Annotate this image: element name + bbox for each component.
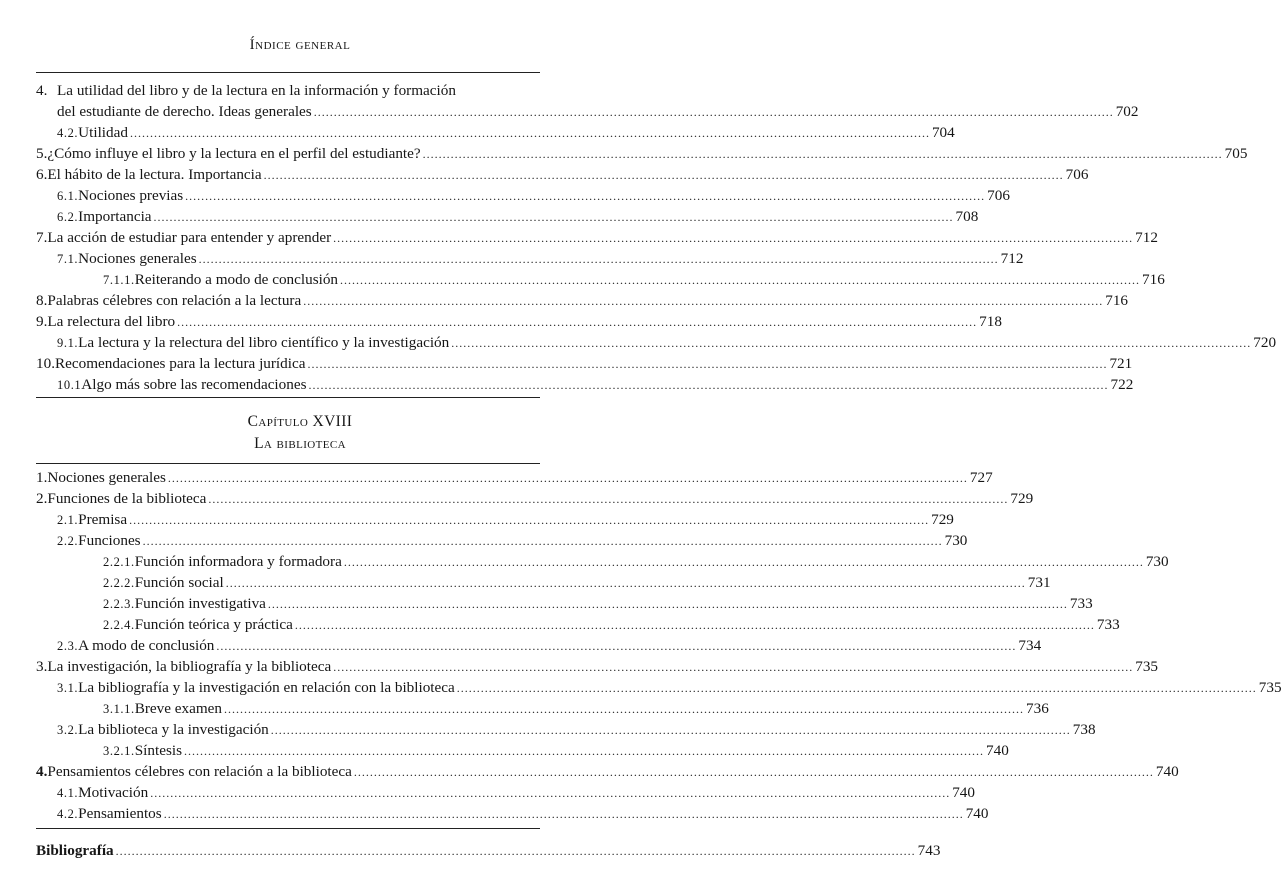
- entry-page: 720: [1253, 334, 1277, 351]
- dot-leader: ........................................................................................................................................................................................................: [303, 294, 1104, 308]
- entry-title: La biblioteca y la investigación: [78, 721, 269, 738]
- entry-number: 7.1.1.: [103, 273, 135, 287]
- entry-title: Función social: [134, 574, 224, 591]
- dot-leader: ........................................................................................................................................................................................................: [294, 618, 1095, 632]
- entry-title: Bibliografía: [36, 842, 114, 859]
- dot-leader: ........................................................................................................................................................................................................: [340, 273, 1141, 287]
- entry-number: 2.2.2.: [103, 576, 135, 590]
- entry-page: 706: [987, 187, 1010, 204]
- entry-number: 2.1.: [57, 513, 79, 527]
- dot-leader: ........................................................................................................................................................................................................: [308, 378, 1109, 392]
- dot-leader: ........................................................................................................................................................................................................: [225, 576, 1026, 590]
- entry-page: 734: [1018, 637, 1042, 654]
- entry-title: El hábito de la lectura. Importancia: [47, 166, 262, 183]
- entry-number: 3.2.: [57, 723, 79, 737]
- dot-leader: ........................................................................................................................................................................................................: [198, 252, 999, 266]
- entry-page: 735: [1258, 679, 1282, 696]
- entry-title: La relectura del libro: [47, 313, 176, 330]
- dot-leader: ........................................................................................................................................................................................................: [153, 210, 954, 224]
- chapter-title: La biblioteca: [254, 435, 346, 452]
- entry-page: 727: [969, 469, 993, 486]
- entry-number: 2.3.: [57, 639, 79, 653]
- toc-entry: [103, 698, 1049, 719]
- top-rule: [36, 72, 540, 73]
- entry-page: 729: [1010, 490, 1034, 507]
- dot-leader: ........................................................................................................................................................................................................: [129, 126, 930, 140]
- toc-entry: [57, 782, 975, 803]
- entry-page: 731: [1027, 574, 1051, 591]
- entry-number: 4.: [36, 82, 48, 99]
- dot-leader: ........................................................................................................................................................................................................: [343, 555, 1144, 569]
- chapter-rule: [36, 463, 540, 464]
- entry-title: Funciones de la biblioteca: [47, 490, 207, 507]
- entry-number: 3.2.1.: [103, 744, 135, 758]
- entry-title: Algo más sobre las recomendaciones: [81, 376, 307, 393]
- toc-entry: [57, 803, 989, 824]
- toc-entry: [36, 488, 1034, 509]
- toc-entry: [103, 740, 1009, 761]
- entry-title: Nociones previas: [78, 187, 184, 204]
- entry-number: 4.1.: [57, 786, 79, 800]
- toc-entry: [36, 353, 1133, 374]
- entry-title: Nociones generales: [78, 250, 197, 267]
- entry-page: 704: [931, 124, 955, 141]
- entry-title: La bibliografía y la investigación en relación con la biblioteca: [78, 679, 455, 696]
- dot-leader: ........................................................................................................................................................................................................: [185, 189, 986, 203]
- entry-number: 3.: [36, 658, 48, 675]
- entry-number: 9.1.: [57, 336, 79, 350]
- entry-title: ¿Cómo influye el libro y la lectura en el perfil del estudiante?: [47, 145, 421, 162]
- entry-number: 10.1: [57, 378, 82, 392]
- entry-title: Importancia: [78, 208, 152, 225]
- entry-page: 730: [1145, 553, 1169, 570]
- toc-entry: [36, 311, 1002, 332]
- entry-page: 736: [1026, 700, 1049, 717]
- entry-number: 6.2.: [57, 210, 79, 224]
- dot-leader: ........................................................................................................................................................................................................: [177, 315, 978, 329]
- entry-page: 706: [1065, 166, 1089, 183]
- entry-number: 2.2.: [57, 534, 79, 548]
- entry-page: 708: [955, 208, 979, 225]
- entry-number: 7.1.: [57, 252, 79, 266]
- entry-page: 740: [965, 805, 989, 822]
- toc-entry: [57, 509, 954, 530]
- dot-leader: ........................................................................................................................................................................................................: [307, 357, 1108, 371]
- bottom-rule: [36, 828, 540, 829]
- dot-leader: ........................................................................................................................................................................................................: [267, 597, 1068, 611]
- entry-title: Nociones generales: [47, 469, 166, 486]
- toc-entry-continuation: [57, 101, 1139, 122]
- entry-number: 3.1.: [57, 681, 79, 695]
- dot-leader: ........................................................................................................................................................................................................: [333, 660, 1134, 674]
- entry-page: 702: [1115, 103, 1139, 120]
- running-header: Índice general: [249, 37, 351, 53]
- toc-entry: [36, 143, 1248, 164]
- entry-number: 5.: [36, 145, 48, 162]
- toc-entry: [103, 269, 1165, 290]
- entry-title: La utilidad del libro y de la lectura en la información y formación: [57, 82, 456, 99]
- toc-entry: [103, 593, 1093, 614]
- dot-leader: ........................................................................................................................................................................................................: [163, 807, 964, 821]
- entry-title: Pensamientos célebres con relación a la biblioteca: [47, 763, 352, 780]
- toc-entry: [57, 332, 1277, 353]
- toc-entry: [36, 761, 1179, 782]
- entry-page: 740: [952, 784, 975, 801]
- dot-leader: ........................................................................................................................................................................................................: [216, 639, 1017, 653]
- entry-number: 4.2.: [57, 807, 79, 821]
- entry-number: 7.: [36, 229, 48, 246]
- entry-page: 716: [1142, 271, 1165, 288]
- toc-entry-bibliography: [36, 840, 941, 861]
- toc-entry: [36, 80, 540, 101]
- entry-title: La acción de estudiar para entender y aprender: [47, 229, 332, 246]
- entry-title: Función investigativa: [134, 595, 266, 612]
- chapter-number: Capítulo XVIII: [247, 413, 353, 430]
- dot-leader: ........................................................................................................................................................................................................: [270, 723, 1071, 737]
- toc-entry: [57, 206, 979, 227]
- dot-leader: ........................................................................................................................................................................................................: [456, 681, 1257, 695]
- entry-title: Recomendaciones para la lectura jurídica: [54, 355, 306, 372]
- entry-title: Síntesis: [134, 742, 182, 759]
- entry-page: 740: [1155, 763, 1179, 780]
- entry-title: Pensamientos: [78, 805, 162, 822]
- entry-page: 743: [917, 842, 941, 859]
- toc-entry: [57, 530, 968, 551]
- dot-leader: ........................................................................................................................................................................................................: [184, 744, 984, 758]
- entry-page: 712: [1000, 250, 1024, 267]
- toc-entry: [103, 551, 1169, 572]
- toc-entry: [57, 677, 1282, 698]
- toc-entry: [36, 164, 1089, 185]
- toc-entry: [57, 635, 1042, 656]
- dot-leader: ........................................................................................................................................................................................................: [208, 492, 1009, 506]
- dot-leader: ........................................................................................................................................................................................................: [224, 702, 1025, 716]
- dot-leader: ........................................................................................................................................................................................................: [115, 844, 916, 858]
- dot-leader: ........................................................................................................................................................................................................: [129, 513, 930, 527]
- dot-leader: ........................................................................................................................................................................................................: [167, 471, 968, 485]
- dot-leader: ........................................................................................................................................................................................................: [333, 231, 1134, 245]
- entry-title: Función informadora y formadora: [134, 553, 342, 570]
- entry-page: 716: [1105, 292, 1128, 309]
- entry-page: 733: [1069, 595, 1093, 612]
- dot-leader: ........................................................................................................................................................................................................: [353, 765, 1154, 779]
- entry-title: Función teórica y práctica: [134, 616, 293, 633]
- entry-page: 705: [1224, 145, 1248, 162]
- entry-page: 733: [1096, 616, 1120, 633]
- entry-title-continuation: del estudiante de derecho. Ideas generales: [57, 103, 312, 120]
- toc-entry: [36, 656, 1158, 677]
- entry-title: Palabras célebres con relación a la lectura: [47, 292, 302, 309]
- toc-entry: [57, 185, 1010, 206]
- dot-leader: ........................................................................................................................................................................................................: [150, 786, 951, 800]
- toc-entry: [57, 248, 1024, 269]
- entry-page: 721: [1109, 355, 1133, 372]
- toc-entry: [36, 290, 1128, 311]
- entry-title: Motivación: [78, 784, 149, 801]
- entry-title: Premisa: [78, 511, 128, 528]
- entry-page: 729: [931, 511, 954, 528]
- dot-leader: ........................................................................................................................................................................................................: [263, 168, 1064, 182]
- entry-page: 712: [1135, 229, 1158, 246]
- entry-number: 2.2.3.: [103, 597, 135, 611]
- entry-page: 722: [1110, 376, 1134, 393]
- toc-entry: [36, 467, 993, 488]
- entry-number: 1.: [36, 469, 48, 486]
- entry-title: Breve examen: [134, 700, 223, 717]
- dot-leader: ........................................................................................................................................................................................................: [451, 336, 1252, 350]
- entry-number: 6.: [36, 166, 48, 183]
- dot-leader: ........................................................................................................................................................................................................: [313, 105, 1114, 119]
- entry-page: 740: [986, 742, 1009, 759]
- entry-number: 3.1.1.: [103, 702, 135, 716]
- entry-number: 6.1.: [57, 189, 79, 203]
- entry-title: Funciones: [78, 532, 141, 549]
- toc-entry: [57, 374, 1134, 395]
- entry-number: 2.: [36, 490, 48, 507]
- entry-number: 10.: [36, 355, 55, 372]
- entry-number: 4.2.: [57, 126, 79, 140]
- entry-title: Reiterando a modo de conclusión: [134, 271, 339, 288]
- entry-page: 738: [1072, 721, 1096, 738]
- entry-page: 730: [944, 532, 968, 549]
- entry-title: A modo de conclusión: [78, 637, 215, 654]
- toc-entry: [103, 572, 1051, 593]
- section-rule: [36, 397, 540, 398]
- dot-leader: ........................................................................................................................................................................................................: [142, 534, 943, 548]
- entry-title: La investigación, la bibliografía y la biblioteca: [47, 658, 332, 675]
- entry-number: 2.2.4.: [103, 618, 135, 632]
- toc-entry: [36, 227, 1158, 248]
- entry-title: Utilidad: [78, 124, 128, 141]
- toc-entry: [103, 614, 1120, 635]
- entry-number: 2.2.1.: [103, 555, 135, 569]
- toc-entry: [57, 122, 955, 143]
- toc-entry: [57, 719, 1096, 740]
- entry-page: 718: [979, 313, 1002, 330]
- entry-number: 4.: [36, 763, 48, 780]
- dot-leader: ........................................................................................................................................................................................................: [422, 147, 1223, 161]
- entry-number: 8.: [36, 292, 48, 309]
- entry-page: 735: [1135, 658, 1158, 675]
- entry-number: 9.: [36, 313, 48, 330]
- entry-title: La lectura y la relectura del libro científico y la investigación: [78, 334, 450, 351]
